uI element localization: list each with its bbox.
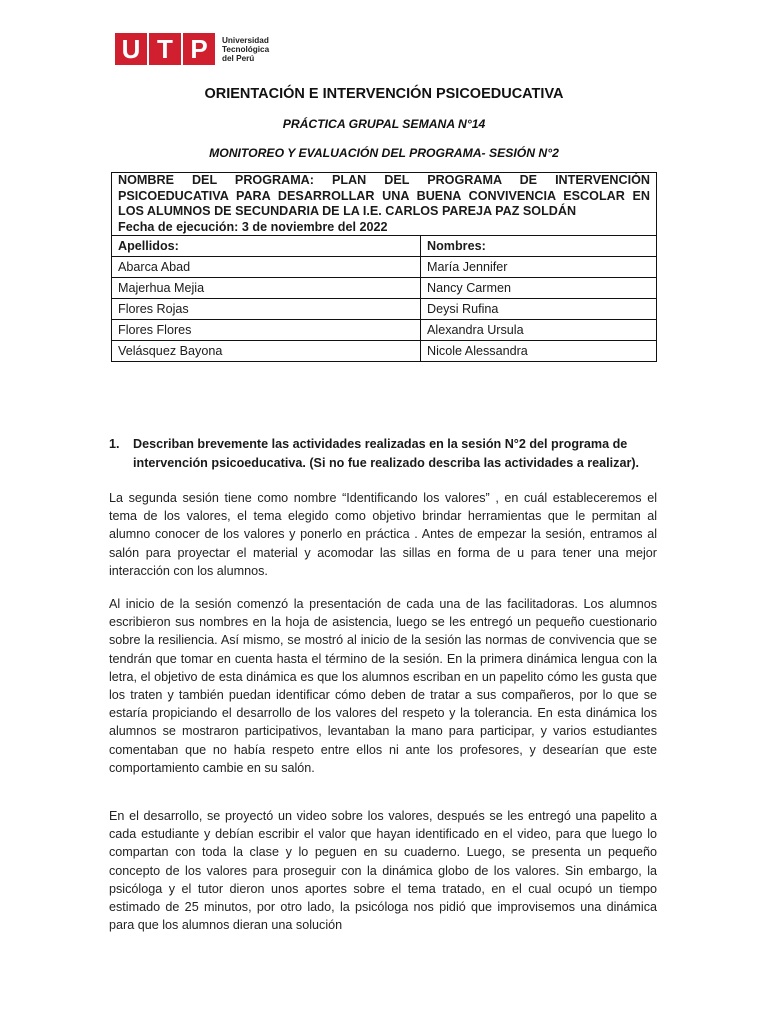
document-subtitle-session: MONITOREO Y EVALUACIÓN DEL PROGRAMA- SESIÓN N°2 (209, 146, 559, 160)
answer-paragraph-2: Al inicio de la sesión comenzó la presentación de cada una de las facilitadoras. Los alumnos escribieron sus nombres en la hoja de asistencia, luego se les entregó un pequeño cuestionario sobre la resiliencia. Así mismo, se mostró al inicio de la sesión las normas de convivencia que se tendrán que tomar en cuenta hasta el término de la sesión. En la primera dinámica lengua con la letra, el objetivo de esta dinámica es que los alumnos escriban en un papelito cómo les gusta que los traten y también puedan identificar cómo deben de tratar a sus compañeros, por lo que se estaría propiciando el desarrollo de los valores del respeto y la tolerancia. En esta dinámica los alumnos se mostraron participativos, levantaban la mano para participar, y varios estudiantes comentaban que no había respeto entre ellos ni ante los profesores, y desearían que este comportamiento cambie en su salón. (109, 597, 657, 775)
question-number: 1. (109, 437, 120, 451)
utp-logo (115, 33, 282, 65)
table-row (112, 320, 657, 341)
logo-wordmark (222, 36, 282, 63)
question-text: Describan brevemente las actividades realizadas en la sesión N°2 del programa de intervención psicoeducativa. (Si no fue realizado describa las actividades a realizar). (133, 437, 640, 470)
header-names: Nombres: (421, 236, 657, 257)
surname-cell: Majerhua Mejia (112, 278, 421, 299)
answer-paragraph-1: La segunda sesión tiene como nombre “Identificando los valores” , en cuál estableceremos el tema de los valores, el tema elegido como objetivo brindar herramientas que le permitan al alumno conocer de los valores y ponerlo en práctica . Antes de empezar la sesión, entramos al salón para proyectar el material y acomodar las sillas en forma de u para tener una mejor interacción con los alumnos. (109, 491, 657, 578)
surname-cell: Flores Flores (112, 320, 421, 341)
surname-cell: Velásquez Bayona (112, 341, 421, 362)
utp-logo-mark (115, 33, 215, 65)
logo-line-3: del Perú (222, 53, 255, 63)
question-1 (109, 435, 657, 472)
header-surnames: Apellidos: (112, 236, 421, 257)
program-info-table (111, 172, 657, 362)
table-header-row (112, 236, 657, 257)
surname-cell: Abarca Abad (112, 257, 421, 278)
name-cell: María Jennifer (421, 257, 657, 278)
answer-paragraph-3: En el desarrollo, se proyectó un video sobre los valores, después se les entregó una papelito a cada estudiante y debían escribir el valor que hayan identificado en el video, para que luego lo compartan con toda la clase y lo peguen en su cuaderno. Luego, se presenta un pequeño concepto de los valores para proseguir con la dinámica globo de los valores. Sin embargo, la psicóloga y el tutor dieron unos aportes sobre el tema tratado, en el cual ocupó un tiempo estimado de 25 minutos, por otro lado, la psicóloga nos pidió que improvisemos una dinámica para que los alumnos dieran una solución (109, 809, 657, 933)
logo-line-2: Tecnológica (222, 44, 270, 54)
table-row (112, 341, 657, 362)
name-cell: Alexandra Ursula (421, 320, 657, 341)
program-header-row (112, 173, 657, 236)
document-subtitle-week: PRÁCTICA GRUPAL SEMANA N°14 (282, 117, 486, 131)
logo-line-1: Universidad (222, 35, 269, 45)
table-row (112, 299, 657, 320)
table-row (112, 257, 657, 278)
name-cell: Deysi Rufina (421, 299, 657, 320)
name-cell: Nicole Alessandra (421, 341, 657, 362)
program-name: NOMBRE DEL PROGRAMA: PLAN DEL PROGRAMA DE INTERVENCIÓN PSICOEDUCATIVA PARA DESARROLLAR UNA BUENA CONVIVENCIA ESCOLAR EN LOS ALUMNOS DE SECUNDARIA DE LA I.E. CARLOS PAREJA PAZ SOLDÁN (118, 173, 650, 218)
logo-letter-t: T (149, 33, 181, 65)
document-title: ORIENTACIÓN E INTERVENCIÓN PSICOEDUCATIVA (204, 86, 564, 102)
logo-letter-p: P (183, 33, 215, 65)
logo-letter-u: U (115, 33, 147, 65)
program-cell (112, 173, 657, 236)
surname-cell: Flores Rojas (112, 299, 421, 320)
execution-date: Fecha de ejecución: 3 de noviembre del 2022 (118, 219, 388, 234)
name-cell: Nancy Carmen (421, 278, 657, 299)
table-row (112, 278, 657, 299)
